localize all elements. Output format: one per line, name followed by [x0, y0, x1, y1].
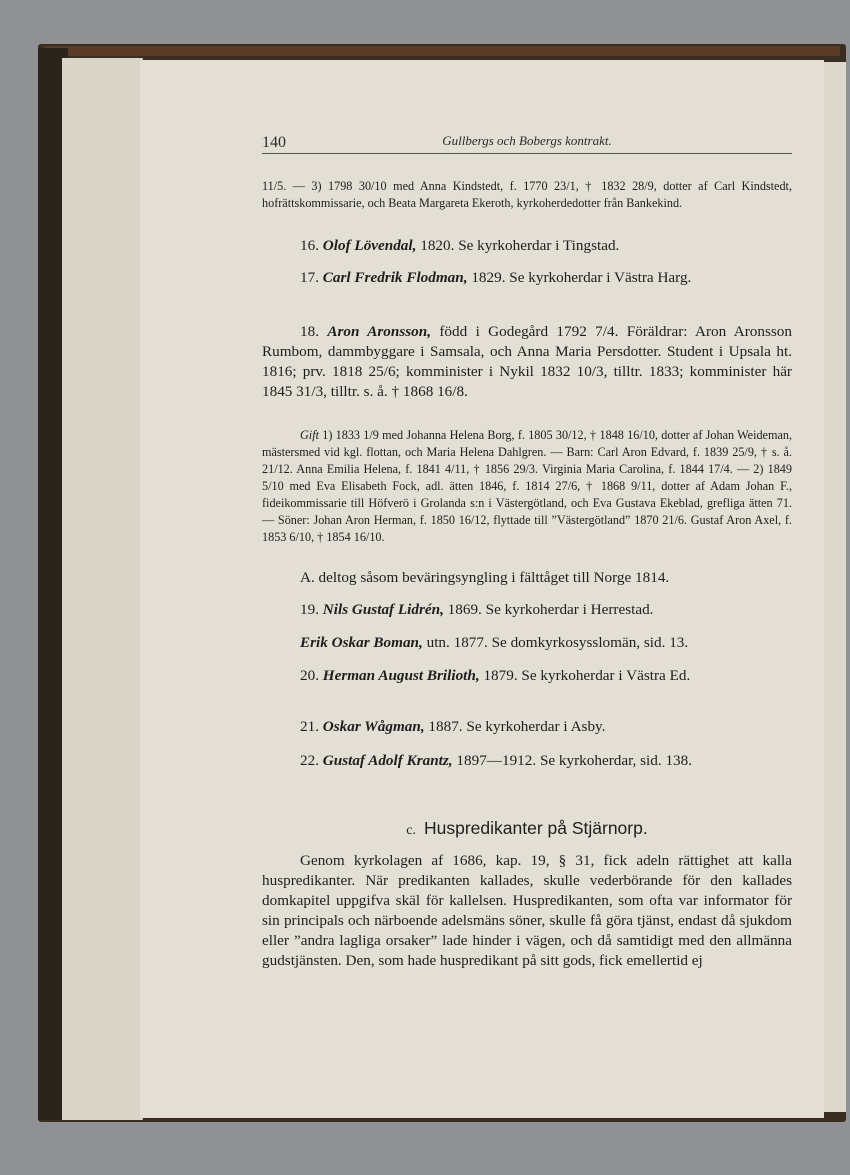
entry-text: 1820. Se kyrkoherdar i Tingstad.: [416, 237, 620, 254]
section-heading: [262, 818, 792, 839]
entry-22: [262, 751, 792, 771]
page-number: 140: [262, 134, 286, 151]
entry-21: [262, 717, 792, 737]
entry-text: 1887. Se kyrkoherdar i Asby.: [424, 718, 606, 735]
section-title: Huspredikanter på Stjärnorp.: [423, 818, 648, 838]
entry-text: utn. 1877. Se domkyrkosysslomän, sid. 13.: [422, 634, 689, 651]
entry-name: Erik Oskar Boman,: [300, 634, 423, 651]
entry-18: [262, 322, 792, 402]
page-edges-left: [62, 58, 143, 1120]
running-title: Gullbergs och Bobergs kontrakt.: [442, 133, 612, 148]
entry-text: född i Godegård 1792 7/4. Föräldrar: Aron Aronsson Rumbom, dammbyggare i Samsala, och Anna Maria Persdotter. Student i Upsala ht. 1816; prv. 1818 25/6; komminister i Nykil 1832 10/3, tilltr. 1833; komminister här 1845 31/3, tilltr. s. å. † 1868 16/8.: [262, 323, 792, 400]
entry-text: 1897—1912. Se kyrkoherdar, sid. 138.: [452, 752, 693, 769]
entry-number: 21.: [300, 718, 319, 735]
entry-19: [262, 600, 792, 620]
entry-16: [262, 236, 792, 256]
body-paragraph: Genom kyrkolagen af 1686, kap. 19, § 31, fick adeln rättighet att kalla huspredikanter. När predikanten kallades, skulle vederbörande för den kallades domkapitel uppgifva skäl för kallelsen. Huspredikanten, som ofta var informator för sin principals och närboende adelsmäns söner, skulle få göra tjänst, endast då sjukdom eller ”andra lagliga orsaker” lade hinder i vägen, och då samtidigt med den allmänna gudstjänsten. Den, som hade huspredikant på sitt gods, fick emellertid ej: [262, 852, 792, 969]
entry-20: [262, 666, 792, 686]
entry-text: 1879. Se kyrkoherdar i Västra Ed.: [479, 667, 691, 684]
entry-text: 1869. Se kyrkoherdar i Herrestad.: [443, 601, 654, 618]
gift-lead: Gift: [300, 428, 319, 442]
entry-number: 19.: [300, 601, 319, 618]
continued-paragraph: 11/5. — 3) 1798 30/10 med Anna Kindstedt, f. 1770 23/1, † 1832 28/9, dotter af Carl Kindstedt, hofrättskommissarie, och Beata Margareta Ekeroth, kyrkoherdedotter från Bankekind.: [262, 179, 792, 210]
entry-17: [262, 268, 792, 288]
entry-name: Olof Lövendal,: [322, 237, 417, 254]
entry-boman: [262, 633, 792, 653]
entry-name: Carl Fredrik Flodman,: [322, 269, 468, 286]
paragraph-a: A. deltog såsom beväringsyngling i fälttåget till Norge 1814.: [300, 569, 670, 586]
entry-name: Oskar Wågman,: [322, 718, 425, 735]
entry-name: Herman August Brilioth,: [322, 667, 480, 684]
entry-number: 18.: [300, 323, 319, 340]
cover-top-edge: [44, 46, 840, 56]
entry-name: Aron Aronsson,: [327, 323, 431, 340]
header-rule: [262, 153, 792, 154]
entry-number: 17.: [300, 269, 319, 286]
gift-text: 1) 1833 1/9 med Johanna Helena Borg, f. 1805 30/12, † 1848 16/10, dotter af Johan Weideman, mästersmed vid kgl. flottan, och Maria Helena Dahlgren. — Barn: Carl Aron Edvard, f. 1839 25/9, † s. å. 21/12. Anna Emilia Helena, f. 1841 4/11, † 1856 29/3. Virginia Maria Carolina, f. 1844 17/4. — 2) 1849 5/10 med Eva Elisabeth Fock, adl. ätten 1846, f. 1814 27/6, † 1868 9/11, dotter af Adam Johan F., fideikommissarie till Höfverö i Grolanda s:n i Västergötland, och Eva Gustava Ekeblad, grefliga ätten 71. — Söner: Johan Aron Herman, f. 1850 16/12, flyttade till ”Västergötland” 1870 21/6. Gustaf Aron Axel, f. 1853 6/10, † 1854 16/10.: [262, 428, 792, 544]
entry-number: 20.: [300, 667, 319, 684]
entry-number: 22.: [300, 752, 319, 769]
entry-text: 1829. Se kyrkoherdar i Västra Harg.: [467, 269, 692, 286]
page-edges-right: [823, 62, 846, 1112]
entry-name: Nils Gustaf Lidrén,: [322, 601, 444, 618]
marriage-paragraph: [262, 427, 792, 546]
section-letter: c.: [406, 823, 416, 838]
entry-number: 16.: [300, 237, 319, 254]
entry-name: Gustaf Adolf Krantz,: [322, 752, 453, 769]
